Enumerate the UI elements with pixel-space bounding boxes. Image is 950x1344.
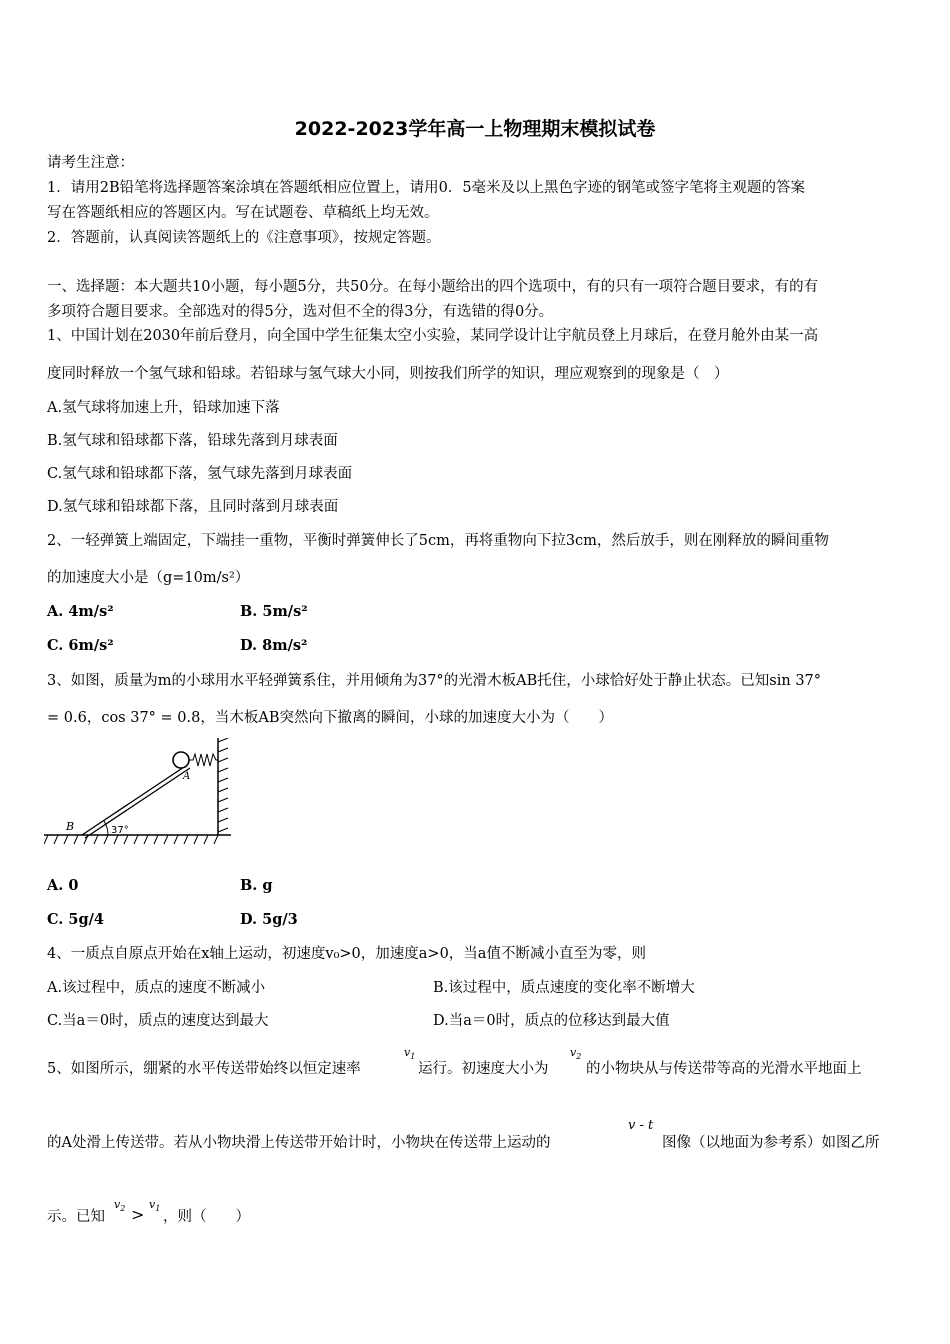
- q1-option-c: C.氢气球和铅球都下落，氢气球先落到月球表面: [47, 466, 353, 482]
- q3-stem-line-1: 3、如图，质量为m的小球用水平轻弹簧系住，并用倾角为37°的光滑木板AB托住，小球恰好处于静止状态。已知sin 37°: [47, 673, 822, 689]
- q1-stem-line-2: 度同时释放一个氢气球和铅球。若铅球与氢气球大小同，则按我们所学的知识，理应观察到的现象是（ ）: [47, 366, 729, 382]
- notice-heading: 请考生注意：: [47, 155, 134, 171]
- q5-greater-than: >: [131, 1205, 145, 1224]
- q4-option-c: C.当a＝0时，质点的速度达到最大: [47, 1013, 269, 1029]
- notice-line-2: 写在答题纸相应的答题区内。写在试题卷、草稿纸上均无效。: [47, 205, 439, 221]
- q5-stem-line-2-part-2: 图像（以地面为参考系）如图乙所: [662, 1135, 880, 1151]
- q2-stem-line-1: 2、一轻弹簧上端固定，下端挂一重物，平衡时弹簧伸长了5cm，再将重物向下拉3cm，然后放手，则在刚释放的瞬间重物: [47, 533, 829, 549]
- q2-option-b: B. 5m/s²: [240, 603, 308, 620]
- q3-figure-label-b: B: [66, 820, 75, 833]
- q3-figure-label-a: A: [183, 771, 191, 782]
- q5-stem-line-1-part-1: 5、如图所示，绷紧的水平传送带始终以恒定速率: [47, 1061, 361, 1077]
- section-1-line-2: 多项符合题目要求。全部选对的得5分，选对但不全的得3分，有选错的得0分。: [47, 304, 554, 320]
- q1-option-b: B.氢气球和铅球都下落，铅球先落到月球表面: [47, 433, 338, 449]
- q4-option-b: B.该过程中，质点速度的变化率不断增大: [433, 980, 695, 996]
- notice-line-3: 2．答题前，认真阅读答题纸上的《注意事项》，按规定答题。: [47, 230, 441, 246]
- q2-stem-line-2: 的加速度大小是（g=10m/s²）: [47, 570, 250, 586]
- notice-line-1: 1．请用2B铅笔将选择题答案涂填在答题纸相应位置上，请用0．5毫米及以上黑色字迹的钢笔或签字笔将主观题的答案: [47, 180, 806, 196]
- q3-figure-angle-label: 37°: [111, 825, 129, 836]
- q5-stem-line-1-part-3: 的小物块从与传送带等高的光滑水平地面上: [586, 1061, 862, 1077]
- q4-option-d: D.当a＝0时，质点的位移达到最大值: [433, 1013, 670, 1029]
- q2-option-a: A. 4m/s²: [47, 603, 114, 620]
- q2-option-d: D. 8m/s²: [240, 637, 308, 654]
- q5-stem-line-2-part-1: 的A处滑上传送带。若从小物块滑上传送带开始计时，小物块在传送带上运动的: [47, 1135, 551, 1151]
- q3-option-b: B. g: [240, 877, 273, 894]
- q1-option-a: A.氢气球将加速上升，铅球加速下落: [47, 400, 280, 416]
- section-1-line-1: 一、选择题：本大题共10小题，每小题5分，共50分。在每小题给出的四个选项中，有的只有一项符合题目要求，有的有: [47, 279, 819, 295]
- q5-var-v1-compare: $v_1$: [149, 1198, 161, 1214]
- q5-var-v2: $v_2$: [570, 1046, 582, 1062]
- q1-option-d: D.氢气球和铅球都下落，且同时落到月球表面: [47, 499, 339, 515]
- q5-var-v2-compare: $v_2$: [114, 1198, 126, 1214]
- q3-option-d: D. 5g/3: [240, 911, 298, 928]
- q4-option-a: A.该过程中，质点的速度不断减小: [47, 980, 266, 996]
- q5-stem-line-1-part-2: 运行。初速度大小为: [418, 1061, 549, 1077]
- q3-stem-line-2: = 0.6，cos 37° = 0.8，当木板AB突然向下撤离的瞬间，小球的加速度大小为（ ）: [47, 710, 613, 726]
- q3-option-a: A. 0: [47, 877, 79, 894]
- q5-stem-line-3-part-2: ，则（ ）: [163, 1209, 250, 1225]
- q2-option-c: C. 6m/s²: [47, 637, 114, 654]
- exam-title: 2022-2023学年高一上物理期末模拟试卷: [294, 118, 656, 140]
- q3-figure-incline-diagram: [44, 738, 234, 850]
- q1-stem-line-1: 1、中国计划在2030年前后登月，向全国中学生征集太空小实验，某同学设计让宇航员登上月球后，在登月舱外由某一高: [47, 328, 819, 344]
- q3-option-c: C. 5g/4: [47, 911, 104, 928]
- q5-var-v1: $v_1$: [404, 1046, 416, 1062]
- q5-vt-symbol: v - t: [628, 1118, 654, 1133]
- q4-stem: 4、一质点自原点开始在x轴上运动，初速度v₀>0，加速度a>0，当a值不断减小直至为零，则: [47, 946, 646, 962]
- q5-stem-line-3-part-1: 示。已知: [47, 1209, 105, 1225]
